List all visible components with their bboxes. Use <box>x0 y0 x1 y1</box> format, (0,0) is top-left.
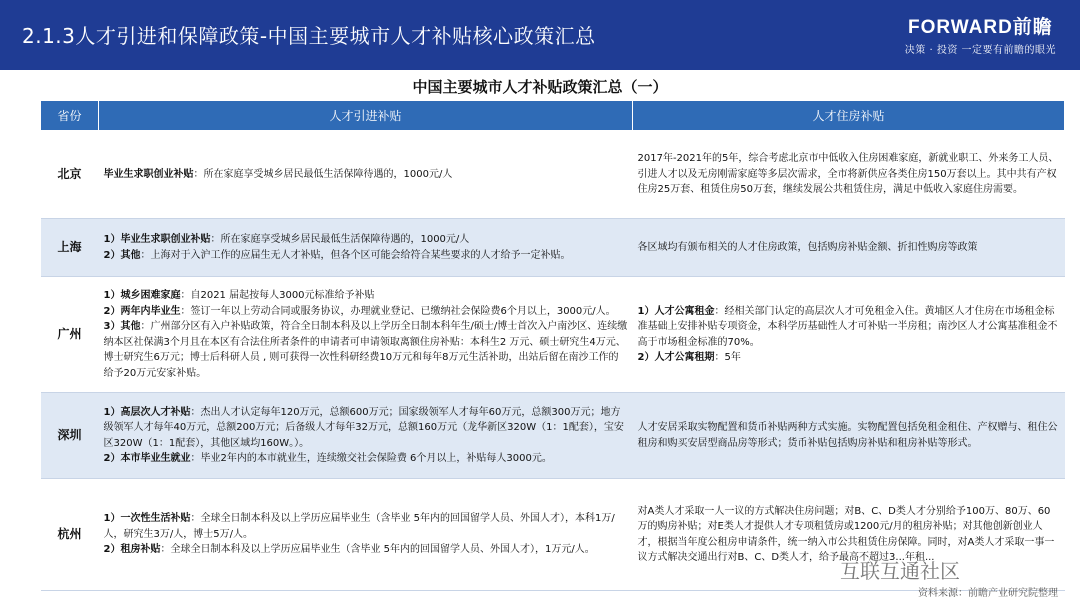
policy-item-text: ：签订一年以上劳动合同或服务协议，办理就业登记、已缴纳社会保险费6个月以上，3000元/人。 <box>180 305 616 317</box>
column-header-housing: 人才住房补贴 <box>633 101 1065 131</box>
policy-item-text: ：杰出人才认定每年120万元，总额600万元；国家级领军人才每年60万元，总额300万元；地方级领军人才每年40万元，总额200万元；后备级人才每年32万元，总额160万元（龙华新区320W（1：1配套），宝安区320W（1：1配套），其他区域均160W。）。 <box>103 406 624 449</box>
province-cell: 深圳 <box>41 393 99 479</box>
policy-item <box>104 288 628 304</box>
policy-item-heading: 1）高层次人才补贴 <box>103 406 191 418</box>
brand-name: FORWARD前瞻 <box>907 17 1053 38</box>
policy-item-heading: 2）本市毕业生就业 <box>103 453 191 464</box>
policy-item-text: 对A类人才采取一人一议的方式解决住房问题；对B、C、D类人才分别给予100万、80万、60万的购房补贴；对E类人才提供人才专项租赁房或1200元/月的租房补贴；对其他创新创业人才，根据当年度公租房申请条件，统一纳入市公共租赁住房保障。同时，对A类人才采取一事一议方式解决交通出行对B、C、D类人才，给予最高不超过3...年租... <box>637 505 1055 563</box>
watermark-text: 互联互通社区 <box>840 559 960 583</box>
policy-item <box>638 420 1060 451</box>
policy-item-text: ：5年 <box>714 352 741 363</box>
policy-item <box>638 151 1060 198</box>
brand-logo <box>905 12 1056 56</box>
intro-subsidy-cell <box>99 219 633 277</box>
policy-item-heading: 2）人才公寓租期 <box>637 352 715 363</box>
header-bar <box>0 0 1080 70</box>
table-row <box>41 219 1065 277</box>
policy-item-text: ：毕业2年内的本市就业生，连续缴交社会保险费 6个月以上，补贴每人3000元。 <box>190 453 552 464</box>
policy-table <box>40 100 1065 591</box>
housing-subsidy-cell <box>633 393 1065 479</box>
policy-item-text: ：全球全日制本科及以上学历应届毕业生（含毕业 5年内的回国留学人员、外国人才），1万元/人。 <box>160 544 595 556</box>
province-cell: 广州 <box>41 277 99 393</box>
policy-item-text: ：经相关部门认定的高层次人才可免租金入住。黄埔区人才住房在市场租金标准基础上安排补贴专项资金，本科学历基础性人才可补贴一半房租；南沙区人才公寓基准租金不高于市场租金标准的70%。 <box>637 305 1058 348</box>
policy-item-heading: 2）租房补贴 <box>103 544 161 556</box>
table-title: 中国主要城市人才补贴政策汇总（一） <box>412 78 668 96</box>
policy-item <box>638 304 1060 351</box>
policy-item-text: ：广州部分区有入户补贴政策，符合全日制本科及以上学历全日制本科年生/硕士/博士首次入户南沙区、连续缴纳本区社保满3个月且在本区有合法住所者条件的申请者可申请领取离额住房补贴：本科生2 万元、硕士研究生4万元、博士研究生6万元；博士后科研人员 , 则可获得一次性科研经费10万元和每年8万元生活补助，出站后留在南沙工作的给予20万元安家补贴。 <box>103 321 628 379</box>
housing-subsidy-cell <box>633 219 1065 277</box>
policy-item-heading: 2）两年内毕业生 <box>103 305 181 317</box>
policy-item-heading: 2）其他 <box>103 249 141 261</box>
policy-item <box>104 167 628 183</box>
table-row <box>41 131 1065 219</box>
policy-item-text: ：上海对于入沪工作的应届生无人才补贴，但各个区可能会给符合某些要求的人才给予一定补贴。 <box>140 249 571 261</box>
table-row <box>41 393 1065 479</box>
policy-item-heading: 1）一次性生活补贴 <box>103 513 191 525</box>
policy-item <box>104 319 628 381</box>
province-cell: 上海 <box>41 219 99 277</box>
column-header-intro: 人才引进补贴 <box>99 101 633 131</box>
housing-subsidy-cell <box>633 131 1065 219</box>
policy-item-heading: 3）其他 <box>103 321 141 332</box>
policy-item <box>104 304 628 320</box>
policy-item <box>104 542 628 558</box>
policy-item <box>638 240 1060 256</box>
policy-item <box>104 511 628 542</box>
intro-subsidy-cell <box>99 277 633 393</box>
policy-item <box>104 451 628 467</box>
province-cell: 杭州 <box>41 479 99 591</box>
policy-item-text: ：所在家庭享受城乡居民最低生活保障待遇的，1000元/人 <box>193 168 453 180</box>
intro-subsidy-cell <box>99 131 633 219</box>
column-header-province: 省份 <box>41 101 99 131</box>
policy-item-text: ：自2021 届起按每人3000元标准给予补贴 <box>180 290 375 301</box>
policy-item-text: 人才安居采取实物配置和货币补贴两种方式实施。实物配置包括免租金租住、产权赠与、租住公租房和购买安居型商品房等形式；货币补贴包括购房补贴和租房补贴等形式。 <box>637 422 1058 449</box>
policy-item <box>104 248 628 264</box>
policy-item <box>104 232 628 248</box>
policy-item-text: ：所在家庭享受城乡居民最低生活保障待遇的，1000元/人 <box>210 234 470 245</box>
policy-item-text: 2017年-2021年的5年，综合考虑北京市中低收入住房困难家庭，新就业职工、外来务工人员、引进人才以及无房刚需家庭等多层次需求，全市将新供应各类住房150万套以上。其中共有产权住房25万套、租赁住房50万套，继续发展公共租赁住房，满足中低收入家庭住房需要。 <box>637 153 1059 196</box>
intro-subsidy-cell <box>99 479 633 591</box>
policy-item-heading: 毕业生求职创业补贴 <box>103 168 194 180</box>
page-title: 2.1.3人才引进和保障政策-中国主要城市人才补贴核心政策汇总 <box>22 24 596 48</box>
policy-item-heading: 1）毕业生求职创业补贴 <box>103 234 211 245</box>
province-cell: 北京 <box>41 131 99 219</box>
brand-tagline: 决策 · 投资 一定要有前瞻的眼光 <box>904 45 1056 56</box>
housing-subsidy-cell <box>633 277 1065 393</box>
policy-item-heading: 1）城乡困难家庭 <box>103 290 181 301</box>
policy-item <box>638 350 1060 366</box>
table-header-row <box>41 101 1065 131</box>
policy-item-text: ：全球全日制本科及以上学历应届毕业生（含毕业 5年内的回国留学人员、外国人才），本科1万/人，研究生3万/人，博士5万/人。 <box>103 513 615 540</box>
policy-item-text: 各区域均有颁布相关的人才住房政策，包括购房补贴金额、折扣性购房等政策 <box>637 241 978 253</box>
policy-item <box>104 405 628 452</box>
table-row <box>41 277 1065 393</box>
policy-item-heading: 1）人才公寓租金 <box>637 305 715 317</box>
intro-subsidy-cell <box>99 393 633 479</box>
source-note: 资料来源：前瞻产业研究院整理 <box>918 588 1058 599</box>
